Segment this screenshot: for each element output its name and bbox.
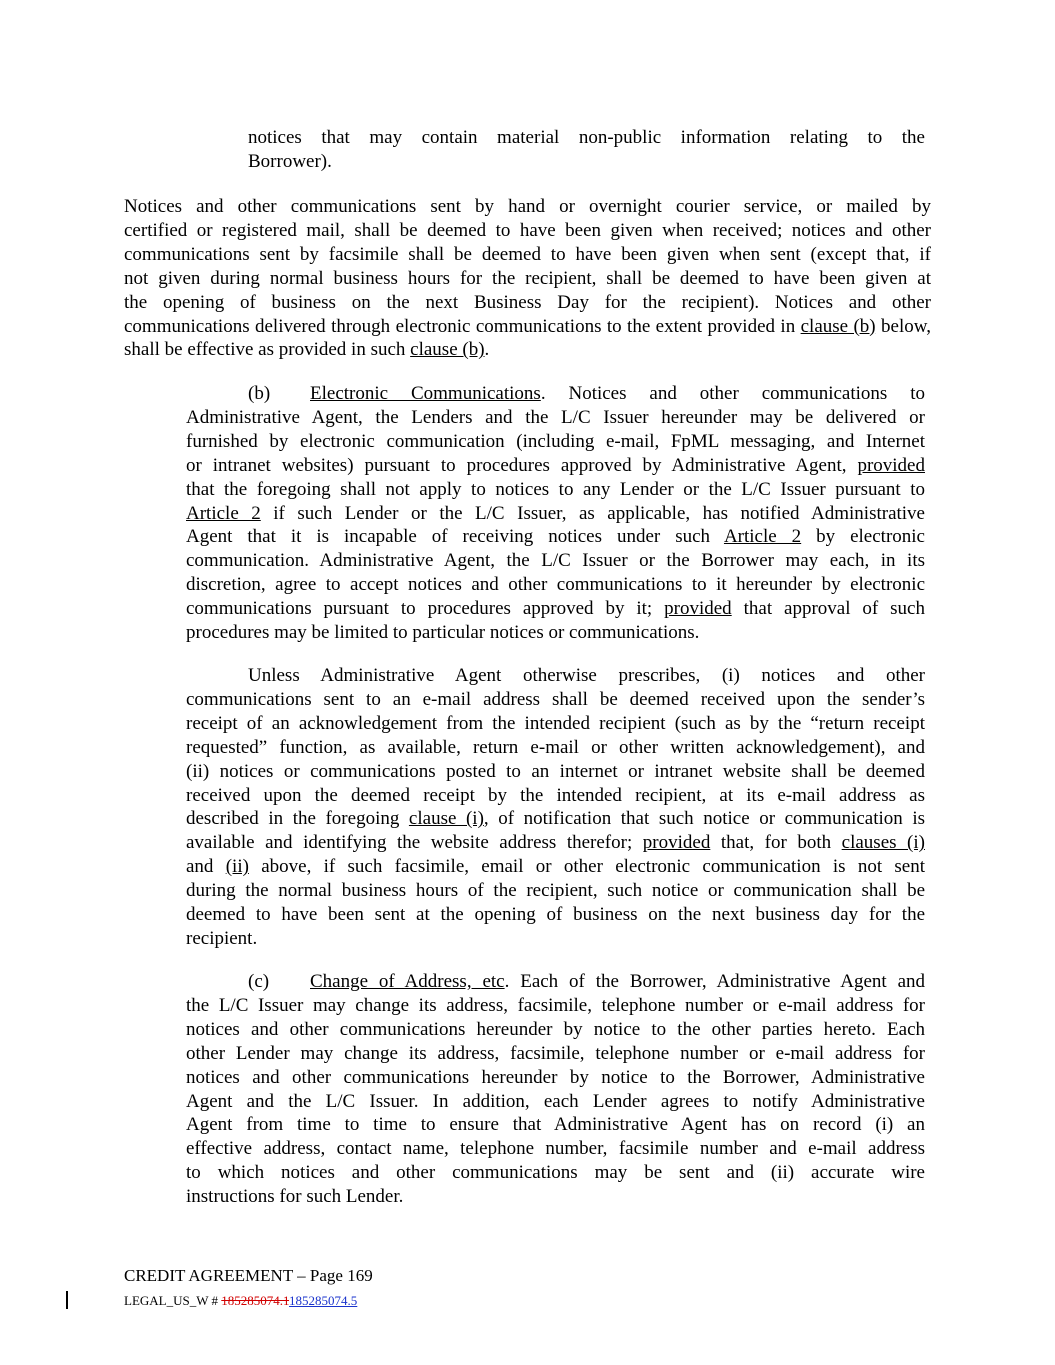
section-line: Agent and the L/C Issuer. In addition, each Lender agrees to notify Administrative — [186, 1090, 925, 1112]
section-c-paragraph — [186, 970, 925, 1209]
carryover-paragraph — [248, 126, 925, 174]
clause-reference: clause (b) — [800, 315, 876, 337]
change-bar — [66, 1291, 68, 1309]
section-line: Agent that it is incapable of receiving notices under such Article 2 by electronic — [186, 526, 925, 548]
clause-reference: (ii) — [225, 856, 249, 878]
intro-line: certified or registered mail, shall be deemed to have been given when received; notices and other — [124, 219, 931, 241]
article-reference: Article 2 — [186, 502, 261, 524]
intro-line: Notices and other communications sent by hand or overnight courier service, or mailed by — [124, 196, 931, 217]
section-line: procedures may be limited to particular notices or communications. — [186, 622, 700, 644]
section-label: (c) — [248, 971, 270, 992]
clause-reference: clause (b) — [410, 339, 485, 361]
carryover-line: notices that may contain material non-public information relating to the — [248, 127, 925, 148]
paragraph-line: (ii) notices or communications posted to an internet or intranet website shall be deemed — [186, 760, 925, 782]
section-line: or intranet websites) pursuant to procedures approved by Administrative Agent, provided — [186, 454, 925, 476]
section-line: Article 2 if such Lender or the L/C Issuer, as applicable, has notified Administrative — [186, 502, 925, 524]
section-line: (b) Electronic Communications. Notices and other communications to — [248, 383, 925, 404]
section-line: Agent from time to time to ensure that Administrative Agent has on record (i) an — [186, 1114, 925, 1136]
carryover-line: Borrower). — [248, 150, 332, 172]
section-line: (c) Change of Address, etc. Each of the Borrower, Administrative Agent and — [248, 971, 925, 992]
section-label: (b) — [248, 383, 271, 404]
section-line: the L/C Issuer may change its address, facsimile, telephone number or e-mail address for — [186, 994, 925, 1016]
clause-reference: clauses (i) — [841, 832, 925, 854]
intro-line: the opening of business on the next Business Day for the recipient). Notices and other — [124, 291, 931, 313]
paragraph-line: recipient. — [186, 927, 258, 949]
section-line: Administrative Agent, the Lenders and the L/C Issuer hereunder may be delivered or — [186, 406, 925, 428]
section-line: instructions for such Lender. — [186, 1186, 404, 1208]
paragraph-line: and (ii) above, if such facsimile, email or other electronic communication is not sent — [186, 856, 925, 878]
intro-line: communications sent by facsimile shall be deemed to have been given when sent (except that, if — [124, 243, 931, 265]
section-line: communication. Administrative Agent, the L/C Issuer or the Borrower may each, in its — [186, 550, 925, 572]
section-heading: Electronic Communications — [310, 383, 541, 404]
paragraph-line: Unless Administrative Agent otherwise prescribes, (i) notices and other — [248, 665, 925, 686]
section-line: furnished by electronic communication (including e-mail, FpML messaging, and Internet — [186, 430, 925, 452]
document-id: LEGAL_US_W # 185285074.1185285074.5 — [124, 1293, 358, 1308]
section-b-paragraph — [186, 382, 925, 645]
paragraph-line: requested” function, as available, return e-mail or other written acknowledgement), and — [186, 736, 925, 758]
section-line: communications pursuant to procedures approved by it; provided that approval of such — [186, 598, 925, 620]
page-footer-title: CREDIT AGREEMENT – Page 169 — [124, 1266, 373, 1285]
section-line: other Lender may change its address, facsimile, telephone number or e-mail address for — [186, 1042, 925, 1064]
unless-paragraph — [186, 664, 925, 951]
paragraph-line: deemed to have been sent at the opening of business on the next business day for the — [186, 904, 925, 926]
paragraph-line: available and identifying the website address therefor; provided that, for both clauses (i) — [186, 832, 925, 854]
paragraph-line: received upon the deemed receipt by the intended recipient, at its e-mail address as — [186, 784, 925, 806]
intro-line: communications delivered through electronic communications to the extent provided in clause (b) below, shall be effective as provided in such clause (b). — [124, 315, 931, 361]
intro-line: not given during normal business hours for the recipient, shall be deemed to have been given at — [124, 267, 931, 289]
clause-reference: clause (i) — [408, 808, 484, 830]
section-line: discretion, agree to accept notices and other communications to it hereunder by electronic — [186, 574, 925, 596]
section-line: effective address, contact name, telephone number, facsimile number and e-mail address — [186, 1138, 925, 1160]
section-line: that the foregoing shall not apply to notices to any Lender or the L/C Issuer pursuant to — [186, 478, 925, 500]
section-line: notices and other communications hereunder by notice to the Borrower, Administrative — [186, 1066, 925, 1088]
intro-paragraph — [124, 195, 931, 362]
paragraph-line: communications sent to an e-mail address shall be deemed received upon the sender’s — [186, 688, 925, 710]
paragraph-line: during the normal business hours of the recipient, such notice or communication shall be — [186, 880, 925, 902]
section-line: notices and other communications hereunder by notice to the other parties hereto. Each — [186, 1018, 925, 1040]
paragraph-line: described in the foregoing clause (i), of notification that such notice or communication is — [186, 808, 926, 830]
deleted-doc-number: 185285074.1 — [221, 1293, 290, 1308]
paragraph-line: receipt of an acknowledgement from the intended recipient (such as by the “return receipt — [186, 712, 925, 734]
section-heading: Change of Address, etc — [310, 971, 505, 992]
section-line: to which notices and other communications may be sent and (ii) accurate wire — [186, 1162, 925, 1184]
article-reference: Article 2 — [723, 526, 802, 548]
inserted-doc-number: 185285074.5 — [289, 1293, 358, 1308]
